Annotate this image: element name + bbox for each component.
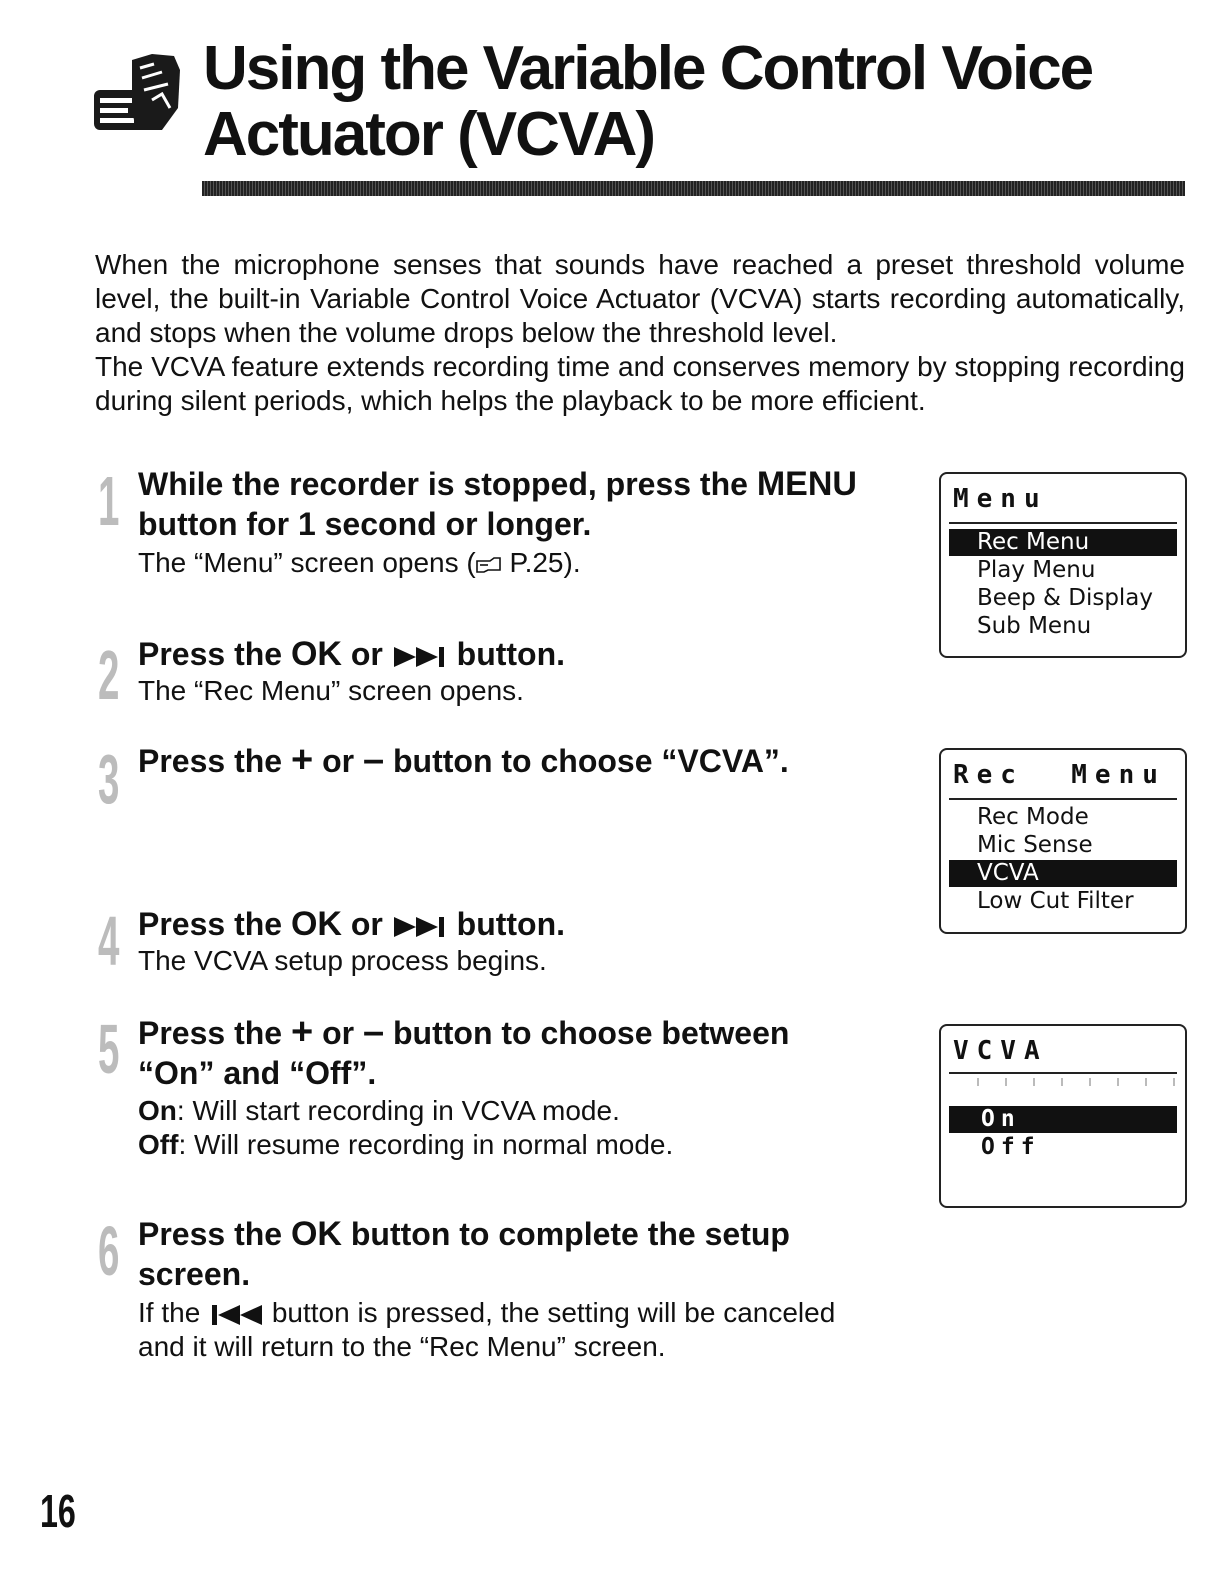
menu-screen (939, 472, 1187, 658)
vcva-screen-rule (949, 1072, 1177, 1074)
step-1-heading (138, 464, 898, 544)
off-text: : Will resume recording in normal mode. (178, 1129, 674, 1160)
step-number-5: 5 (98, 1010, 120, 1088)
on-text: : Will start recording in VCVA mode. (176, 1095, 620, 1126)
on-option-description (138, 1094, 673, 1128)
fast-forward-icon (392, 645, 448, 669)
step-5-body (138, 1094, 673, 1162)
step-5-heading-text-3: “On” and “Off”. (138, 1055, 377, 1091)
rewind-icon (208, 1303, 264, 1327)
menu-item-beep-display[interactable]: Beep & Display (977, 585, 1154, 611)
step-6-body-line-2: and it will return to the “Rec Menu” screen. (138, 1331, 666, 1362)
menu-key-label: MENU (756, 465, 857, 503)
step-3-heading (138, 740, 789, 781)
step-2-body: The “Rec Menu” screen opens. (138, 675, 524, 706)
rec-menu-item-rec-mode[interactable]: Rec Mode (977, 804, 1089, 830)
menu-screen-rule (949, 522, 1177, 524)
intro-paragraph-1: When the microphone senses that sounds have reached a preset threshold volume level, the built-in Variable Control Voice Actuator (VCVA) starts recording automatically, and stops when the volume drops below the threshold level. (95, 249, 1185, 348)
step-4-heading (138, 904, 565, 944)
fast-forward-icon (392, 915, 448, 939)
page-title (203, 36, 1092, 168)
step-5-heading-text-2: button to choose between (384, 1015, 790, 1051)
step-5-heading-text: Press the (138, 1015, 291, 1051)
step-6-heading-text-3: screen. (138, 1256, 251, 1292)
step-1-body (138, 546, 581, 580)
plus-key-label: + (290, 1011, 314, 1053)
rec-menu-screen (939, 748, 1187, 934)
step-3-heading-text-2: button to choose “VCVA”. (384, 743, 789, 779)
step-number-1: 1 (98, 462, 120, 540)
step-1-body-ref: P.25). (501, 547, 581, 578)
step-number-6: 6 (98, 1212, 120, 1290)
step-4-body: The VCVA setup process begins. (138, 945, 547, 976)
vcva-screen (939, 1024, 1187, 1208)
step-2-heading (138, 634, 565, 674)
step-1-heading-text-2: button for 1 second or longer. (138, 506, 592, 542)
step-2-heading-text: Press the (138, 636, 291, 672)
rec-menu-screen-rule (949, 798, 1177, 800)
vcva-option-on[interactable]: On (949, 1106, 1177, 1133)
ok-key-label: OK (290, 905, 342, 943)
rec-menu-item-mic-sense[interactable]: Mic Sense (977, 832, 1093, 858)
menu-item-rec-menu[interactable]: Rec Menu (949, 529, 1177, 556)
step-6-heading (138, 1214, 886, 1294)
menu-screen-title: Menu (953, 484, 1048, 514)
step-5-heading (138, 1012, 886, 1093)
title-line-1: Using the Variable Control Voice (203, 34, 1093, 103)
menu-item-sub-menu[interactable]: Sub Menu (977, 613, 1092, 639)
on-label: On (138, 1095, 177, 1126)
step-number-4: 4 (98, 902, 120, 980)
step-4-heading-text: Press the (138, 906, 291, 942)
vcva-option-off[interactable]: Off (981, 1134, 1041, 1160)
pointing-hand-icon (476, 557, 502, 573)
title-rule (202, 181, 1185, 196)
step-6-body-text: If the (138, 1297, 209, 1328)
step-6-body (138, 1296, 835, 1364)
page-number: 16 (40, 1485, 76, 1537)
rec-menu-item-low-cut-filter[interactable]: Low Cut Filter (977, 888, 1134, 914)
menu-item-play-menu[interactable]: Play Menu (977, 557, 1096, 583)
step-5-or: or (313, 1015, 363, 1051)
step-6-body-text-2: button is pressed, the setting will be canceled (264, 1297, 836, 1328)
ok-key-label: OK (290, 1215, 342, 1253)
rec-menu-screen-title: Rec Menu (953, 760, 1166, 790)
step-3-heading-text: Press the (138, 743, 291, 779)
intro-paragraph-2: The VCVA feature extends recording time and conserves memory by stopping recording during silent periods, which helps the playback to be more efficient. (95, 351, 1185, 416)
step-6-heading-text: Press the (138, 1216, 291, 1252)
plus-key-label: + (290, 739, 314, 781)
step-6-body-line-1 (138, 1296, 835, 1330)
step-number-3: 3 (98, 740, 120, 818)
step-1-heading-text: While the recorder is stopped, press the (138, 466, 757, 502)
off-option-description (138, 1128, 673, 1162)
vcva-screen-dots (951, 1078, 1175, 1086)
vcva-screen-title: VCVA (953, 1036, 1048, 1066)
minus-key-label: – (362, 1011, 385, 1053)
step-2-heading-text-2: button. (447, 636, 566, 672)
off-label: Off (138, 1129, 179, 1160)
title-line-2: Actuator (VCVA) (203, 100, 655, 169)
step-1-body-text: The “Menu” screen opens ( (138, 547, 476, 578)
rec-menu-item-vcva[interactable]: VCVA (949, 860, 1177, 887)
step-number-2: 2 (98, 636, 120, 714)
step-6-heading-text-2: button to complete the setup (341, 1216, 790, 1252)
vcva-hand-icon (92, 50, 184, 134)
ok-key-label: OK (290, 635, 342, 673)
intro-text (95, 248, 1185, 418)
step-4-heading-text-2: button. (447, 906, 566, 942)
step-4-or: or (341, 906, 392, 942)
minus-key-label: – (362, 739, 385, 781)
step-2-or: or (341, 636, 392, 672)
step-3-or: or (313, 743, 363, 779)
